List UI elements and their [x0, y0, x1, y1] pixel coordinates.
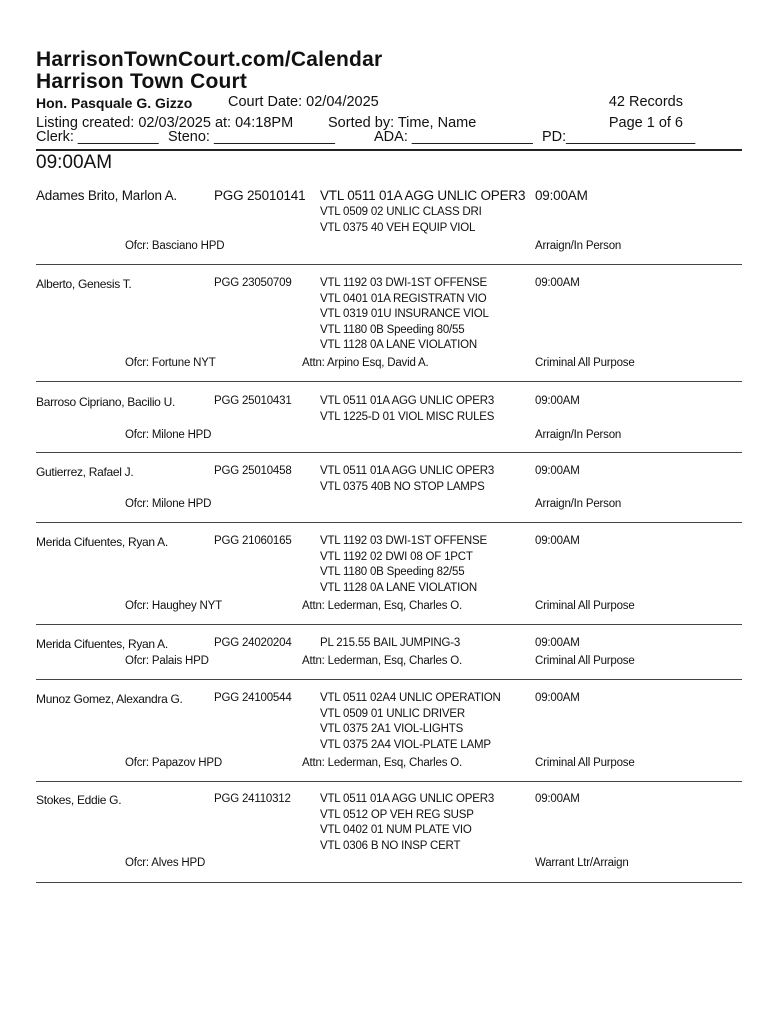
defendant-name: Merida Cifuentes, Ryan A. [36, 535, 168, 549]
case-number: PGG 25010431 [214, 395, 292, 407]
defendant-name: Alberto, Genesis T. [36, 277, 132, 291]
charge-line: VTL 0319 01U INSURANCE VIOL [320, 308, 489, 320]
header-divider [36, 149, 742, 151]
defendant-name: Munoz Gomez, Alexandra G. [36, 692, 183, 706]
row-divider [36, 624, 742, 625]
officer: Ofcr: Fortune NYT [125, 357, 216, 369]
page-number: Page 1 of 6 [608, 115, 683, 131]
officer: Ofcr: Milone HPD [125, 498, 212, 510]
charge-line: VTL 1128 0A LANE VIOLATION [320, 339, 477, 351]
attorney: Attn: Lederman, Esq, Charles O. [302, 655, 462, 667]
case-number: PGG 24020204 [214, 637, 292, 649]
case-number: PGG 24100544 [214, 692, 292, 704]
charge-line: VTL 0512 OP VEH REG SUSP [320, 808, 474, 821]
clerk-field: Clerk: __________ [36, 129, 159, 145]
appearance-type: Arraign/In Person [535, 429, 622, 441]
charge-line: VTL 0375 2A4 VIOL-PLATE LAMP [320, 738, 491, 751]
charge-line: VTL 0511 01A AGG UNLIC OPER3 [320, 188, 526, 203]
time-heading: 09:00AM [36, 152, 113, 173]
appearance-time: 09:00AM [535, 637, 580, 649]
appearance-time: 09:00AM [535, 692, 580, 704]
appearance-type: Criminal All Purpose [535, 655, 635, 667]
charge-line: VTL 0375 40 VEH EQUIP VIOL [320, 221, 476, 234]
charge-line: VTL 0511 01A AGG UNLIC OPER3 [320, 395, 495, 407]
appearance-type: Warrant Ltr/Arraign [535, 857, 629, 869]
defendant-name: Stokes, Eddie G. [36, 793, 122, 807]
charge-line: VTL 0375 40B NO STOP LAMPS [320, 480, 485, 493]
steno-field: Steno: _______________ [168, 129, 335, 145]
record-count: 42 Records [608, 94, 683, 110]
appearance-time: 09:00AM [535, 465, 580, 477]
case-number: PGG 24110312 [214, 793, 291, 805]
appearance-type: Arraign/In Person [535, 498, 622, 510]
judge-name: Hon. Pasquale G. Gizzo [36, 95, 193, 111]
charge-line: VTL 0306 B NO INSP CERT [320, 839, 461, 852]
row-divider [36, 522, 742, 523]
charge-line: VTL 0511 01A AGG UNLIC OPER3 [320, 793, 495, 805]
charge-line: VTL 0401 01A REGISTRATN VIO [320, 292, 487, 305]
charge-line: VTL 1180 0B Speeding 80/55 [320, 323, 465, 336]
case-number: PGG 21060165 [214, 535, 292, 547]
defendant-name: Gutierrez, Rafael J. [36, 465, 134, 479]
case-number: PGG 23050709 [214, 277, 292, 289]
defendant-name: Adames Brito, Marlon A. [36, 188, 177, 203]
charge-line: VTL 1180 0B Speeding 82/55 [320, 566, 465, 578]
appearance-time: 09:00AM [535, 188, 588, 203]
officer: Ofcr: Papazov HPD [125, 757, 222, 769]
defendant-name: Merida Cifuentes, Ryan A. [36, 637, 168, 651]
ada-field: ADA: _______________ [374, 129, 533, 145]
charge-line: VTL 0509 02 UNLIC CLASS DRI [320, 206, 482, 218]
case-number: PGG 25010458 [214, 465, 292, 477]
charge-line: VTL 1225-D 01 VIOL MISC RULES [320, 410, 495, 423]
charge-line: VTL 0511 01A AGG UNLIC OPER3 [320, 465, 495, 477]
officer: Ofcr: Milone HPD [125, 429, 212, 441]
court-date: Court Date: 02/04/2025 [228, 94, 379, 110]
officer: Ofcr: Alves HPD [125, 857, 206, 869]
case-number: PGG 25010141 [214, 188, 306, 203]
attorney: Attn: Arpino Esq, David A. [302, 357, 429, 369]
appearance-type: Criminal All Purpose [535, 757, 635, 769]
row-divider [36, 381, 742, 382]
charge-line: VTL 1128 0A LANE VIOLATION [320, 581, 477, 594]
officer: Ofcr: Haughey NYT [125, 600, 222, 612]
row-divider [36, 882, 742, 883]
appearance-time: 09:00AM [535, 277, 580, 289]
attorney: Attn: Lederman, Esq, Charles O. [302, 757, 462, 769]
charge-line: VTL 0402 01 NUM PLATE VIO [320, 824, 472, 836]
charge-line: VTL 1192 02 DWI 08 OF 1PCT [320, 550, 473, 563]
charge-line: VTL 1192 03 DWI-1ST OFFENSE [320, 277, 487, 289]
officer: Ofcr: Palais HPD [125, 655, 209, 667]
charge-line: VTL 1192 03 DWI-1ST OFFENSE [320, 535, 487, 547]
row-divider [36, 679, 742, 680]
appearance-time: 09:00AM [535, 793, 580, 805]
officer: Ofcr: Basciano HPD [125, 240, 225, 252]
row-divider [36, 264, 742, 265]
appearance-type: Criminal All Purpose [535, 600, 635, 612]
charge-line: PL 215.55 BAIL JUMPING-3 [320, 637, 461, 649]
defendant-name: Barroso Cipriano, Bacilio U. [36, 395, 175, 409]
appearance-time: 09:00AM [535, 535, 580, 547]
charge-line: VTL 0509 01 UNLIC DRIVER [320, 707, 465, 720]
attorney: Attn: Lederman, Esq, Charles O. [302, 600, 462, 612]
site-title: HarrisonTownCourt.com/Calendar [36, 48, 383, 71]
pd-field: PD:________________ [542, 129, 696, 145]
listing-created: Listing created: 02/03/2025 at: 04:18PM [36, 115, 294, 131]
row-divider [36, 452, 742, 453]
appearance-type: Arraign/In Person [535, 240, 622, 252]
court-name: Harrison Town Court [36, 70, 248, 93]
charge-line: VTL 0375 2A1 VIOL-LIGHTS [320, 723, 464, 735]
row-divider [36, 781, 742, 782]
appearance-type: Criminal All Purpose [535, 357, 635, 369]
charge-line: VTL 0511 02A4 UNLIC OPERATION [320, 692, 501, 704]
sort-order: Sorted by: Time, Name [328, 115, 477, 131]
appearance-time: 09:00AM [535, 395, 580, 407]
